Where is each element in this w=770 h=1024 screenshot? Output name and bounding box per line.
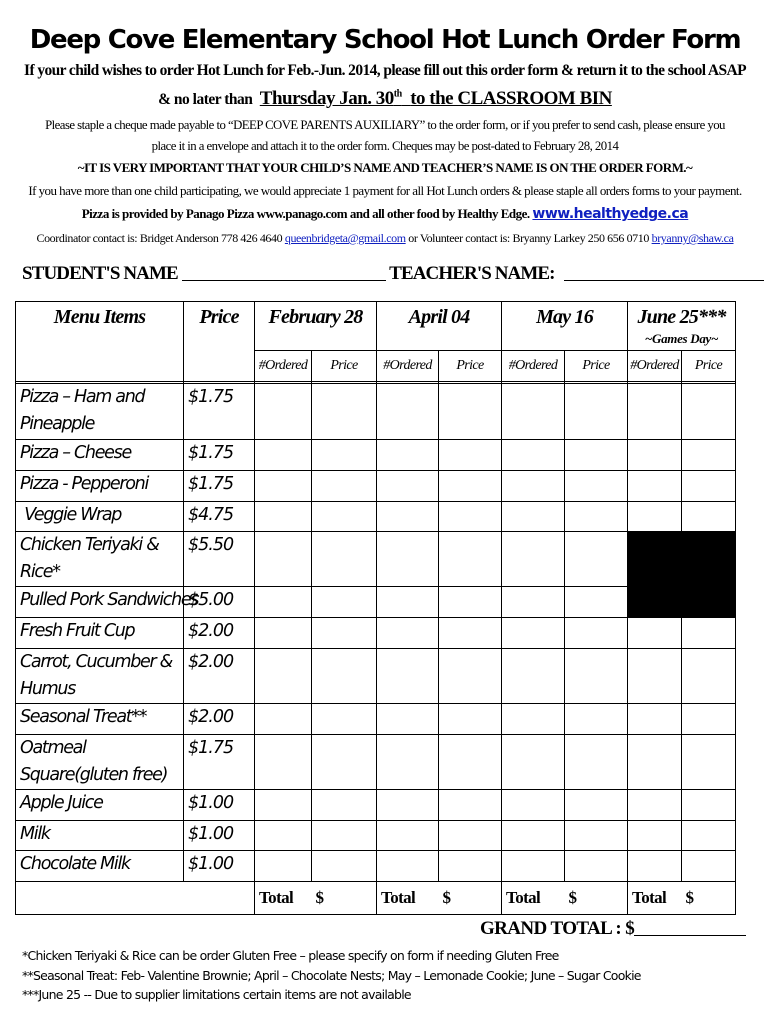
grand-total-label: GRAND TOTAL : $: [480, 918, 635, 939]
price-subheader: Price: [312, 351, 377, 382]
ordered-input[interactable]: [255, 851, 312, 882]
menu-item-price: $2.00: [184, 618, 255, 649]
ordered-input[interactable]: [628, 821, 682, 851]
footnote: *Chicken Teriyaki & Rice can be order Gluten Free – please specify on form if needing Gluten Free: [22, 948, 559, 963]
ordered-input[interactable]: [255, 440, 312, 471]
footnote: **Seasonal Treat: Feb- Valentine Brownie; April – Chocolate Nests; May – Lemonade Cookie; June – Sugar Cookie: [22, 967, 641, 983]
menu-item-price: $1.00: [184, 790, 255, 821]
price-input[interactable]: [439, 587, 502, 618]
coordinator-contact: Coordinator contact is: Bridget Anderson 778 426 4640: [36, 231, 283, 245]
ordered-input[interactable]: [628, 649, 682, 704]
price-subheader: Price: [682, 351, 736, 382]
intro-line-4: place it in a envelope and attach it to the order form. Cheques may be post-dated to February 28, 2014: [151, 139, 619, 153]
ordered-input[interactable]: [502, 471, 565, 502]
menu-item-name: Oatmeal Square(gluten free): [16, 735, 184, 790]
ordered-input[interactable]: [502, 704, 565, 735]
deadline-date-text: Thursday Jan. 30: [259, 88, 394, 109]
ordered-input[interactable]: [502, 440, 565, 471]
deadline-prefix: & no later than: [158, 91, 253, 108]
price-input[interactable]: [682, 502, 736, 532]
date-header-june: [628, 302, 736, 351]
ordered-input[interactable]: [255, 735, 312, 790]
ordered-input[interactable]: [255, 502, 312, 532]
ordered-input[interactable]: [628, 502, 682, 532]
total-amount-field[interactable]: $: [565, 882, 628, 915]
price-input[interactable]: [312, 821, 377, 851]
menu-item-name: Chocolate Milk: [16, 851, 184, 882]
price-subheader: Price: [565, 351, 628, 382]
price-input[interactable]: [439, 851, 502, 882]
ordered-input[interactable]: [502, 790, 565, 821]
ordered-input[interactable]: [255, 532, 312, 587]
ordered-input[interactable]: [628, 735, 682, 790]
ordered-input[interactable]: [255, 649, 312, 704]
price-input[interactable]: [682, 649, 736, 704]
ordered-input[interactable]: [377, 384, 439, 440]
total-label: Total: [377, 882, 439, 915]
ordered-input[interactable]: [377, 790, 439, 821]
ordered-input[interactable]: [255, 471, 312, 502]
menu-item-price: $1.75: [184, 384, 255, 440]
price-input[interactable]: [312, 618, 377, 649]
menu-item-name: Pizza – Cheese: [16, 440, 184, 471]
deadline-date: [260, 88, 612, 109]
table-row: [16, 851, 736, 882]
ordered-input[interactable]: [377, 649, 439, 704]
price-input[interactable]: [565, 587, 628, 618]
june-date: June 25***: [637, 306, 726, 328]
ordered-input[interactable]: [502, 821, 565, 851]
ordered-input[interactable]: [377, 587, 439, 618]
menu-item-name: Pizza - Pepperoni: [16, 471, 184, 502]
ordered-input[interactable]: [502, 502, 565, 532]
total-amount-field[interactable]: $: [439, 882, 502, 915]
grand-total: [480, 918, 746, 940]
ordered-input[interactable]: [628, 471, 682, 502]
ordered-input[interactable]: [628, 790, 682, 821]
price-input[interactable]: [682, 440, 736, 471]
price-input[interactable]: [439, 384, 502, 440]
ordered-input[interactable]: [628, 851, 682, 882]
ordered-input[interactable]: [255, 821, 312, 851]
date-header: February 28: [255, 302, 377, 351]
price-input[interactable]: [682, 618, 736, 649]
table-row: [16, 502, 736, 532]
price-input[interactable]: [439, 704, 502, 735]
menu-item-name: Chicken Teriyaki & Rice*: [16, 532, 184, 587]
ordered-input[interactable]: [255, 384, 312, 440]
table-row: [16, 735, 736, 790]
deadline-date-sup: th: [393, 88, 402, 100]
table-row: [16, 440, 736, 471]
totals-spacer: [184, 882, 255, 915]
ordered-input[interactable]: [255, 587, 312, 618]
price-input[interactable]: [565, 618, 628, 649]
price-input[interactable]: [312, 649, 377, 704]
menu-item-name: Veggie Wrap: [16, 502, 184, 532]
price-input[interactable]: [439, 618, 502, 649]
price-input[interactable]: [565, 790, 628, 821]
ordered-input[interactable]: [255, 790, 312, 821]
price-input[interactable]: [565, 502, 628, 532]
date-header: April 04: [377, 302, 502, 351]
intro-deadline: [0, 88, 770, 110]
price-input[interactable]: [312, 790, 377, 821]
menu-item-price: $1.00: [184, 821, 255, 851]
menu-item-price: $1.75: [184, 735, 255, 790]
menu-item-price: $1.75: [184, 471, 255, 502]
table-row: [16, 704, 736, 735]
unavailable-block: [628, 532, 736, 618]
price-input[interactable]: [565, 440, 628, 471]
price-input[interactable]: [565, 649, 628, 704]
menu-item-price: $4.75: [184, 502, 255, 532]
menu-item-name: Pizza – Ham and Pineapple: [16, 384, 184, 440]
price-input[interactable]: [439, 735, 502, 790]
ordered-input[interactable]: [377, 704, 439, 735]
ordered-input[interactable]: [377, 851, 439, 882]
ordered-input[interactable]: [377, 471, 439, 502]
ordered-input[interactable]: [502, 649, 565, 704]
price-input[interactable]: [565, 471, 628, 502]
price-input[interactable]: [682, 735, 736, 790]
price-input[interactable]: [565, 384, 628, 440]
table-row: [16, 821, 736, 851]
ordered-input[interactable]: [377, 440, 439, 471]
price-input[interactable]: [439, 440, 502, 471]
teacher-name-field[interactable]: [564, 262, 764, 281]
volunteer-email-link[interactable]: bryanny@shaw.ca: [651, 231, 734, 245]
table-row: [16, 471, 736, 502]
table-row: [16, 618, 736, 649]
ordered-input[interactable]: [502, 851, 565, 882]
price-input[interactable]: [312, 384, 377, 440]
menu-item-name: Carrot, Cucumber & Humus: [16, 649, 184, 704]
total-amount-field[interactable]: $: [682, 882, 736, 915]
menu-item-name: Milk: [16, 821, 184, 851]
price-header: [184, 302, 255, 382]
provider-text: Pizza is provided by Panago Pizza www.panago.com and all other food by Healthy Edge.: [81, 206, 530, 221]
ordered-input[interactable]: [628, 704, 682, 735]
price-input[interactable]: [312, 471, 377, 502]
grand-total-field[interactable]: [634, 919, 746, 936]
intro-line-3: Please staple a cheque made payable to “DEEP COVE PARENTS AUXILIARY” to the order form, or if you prefer to send cash, please ensure you: [45, 118, 725, 132]
footnotes: [22, 946, 641, 1005]
ordered-input[interactable]: [502, 735, 565, 790]
intro-line-6: If you have more than one child participating, we would appreciate 1 payment for all Hot Lunch orders & please staple all orders forms to your payment.: [28, 183, 742, 198]
ordered-input[interactable]: [377, 502, 439, 532]
teacher-name-label: TEACHER'S NAME:: [389, 263, 555, 284]
table-row: [16, 532, 736, 587]
table-row: [16, 790, 736, 821]
price-input[interactable]: [439, 471, 502, 502]
menu-item-price: $5.00: [184, 587, 255, 618]
price-input[interactable]: [312, 532, 377, 587]
ordered-input[interactable]: [628, 618, 682, 649]
ordered-input[interactable]: [628, 440, 682, 471]
contact-line: [0, 231, 770, 246]
price-input[interactable]: [682, 384, 736, 440]
intro-line-1: If your child wishes to order Hot Lunch for Feb.-Jun. 2014, please fill out this order form & return it to the school ASAP: [24, 62, 746, 79]
menu-item-price: $5.50: [184, 532, 255, 587]
menu-item-name: Seasonal Treat**: [16, 704, 184, 735]
student-name-label: STUDENT'S NAME: [22, 263, 178, 284]
total-label: Total: [628, 882, 682, 915]
coordinator-email-link[interactable]: queenbridgeta@gmail.com: [284, 231, 406, 245]
ordered-input[interactable]: [502, 587, 565, 618]
menu-item-name: Apple Juice: [16, 790, 184, 821]
totals-row: [16, 882, 736, 915]
ordered-subheader: #Ordered: [502, 351, 565, 382]
price-input[interactable]: [312, 440, 377, 471]
price-subheader: Price: [439, 351, 502, 382]
date-header: May 16: [502, 302, 628, 351]
menu-items-header-text: Menu Items: [53, 306, 146, 328]
price-input[interactable]: [439, 821, 502, 851]
ordered-input[interactable]: [377, 532, 439, 587]
price-input[interactable]: [565, 532, 628, 587]
total-label: Total: [502, 882, 565, 915]
ordered-input[interactable]: [377, 821, 439, 851]
price-input[interactable]: [439, 502, 502, 532]
header-row: [16, 302, 736, 351]
price-header-text: Price: [199, 306, 239, 328]
price-input[interactable]: [312, 851, 377, 882]
total-label: Total: [255, 882, 312, 915]
ordered-input[interactable]: [377, 735, 439, 790]
table-row: [16, 587, 736, 618]
price-input[interactable]: [682, 704, 736, 735]
price-input[interactable]: [439, 649, 502, 704]
price-input[interactable]: [439, 790, 502, 821]
ordered-input[interactable]: [255, 704, 312, 735]
price-input[interactable]: [312, 704, 377, 735]
games-day-note: ~Games Day~: [644, 331, 719, 346]
menu-item-price: $1.00: [184, 851, 255, 882]
ordered-subheader: #Ordered: [377, 351, 439, 382]
price-input[interactable]: [312, 502, 377, 532]
ordered-subheader: #Ordered: [255, 351, 312, 382]
deadline-suffix: to the CLASSROOM BIN: [410, 88, 612, 109]
ordered-input[interactable]: [377, 618, 439, 649]
price-input[interactable]: [682, 790, 736, 821]
name-fields: [22, 262, 762, 285]
ordered-input[interactable]: [502, 618, 565, 649]
menu-item-price: $2.00: [184, 649, 255, 704]
order-table: [15, 301, 736, 915]
healthyedge-link[interactable]: www.healthyedge.ca: [532, 206, 689, 222]
form-title: Deep Cove Elementary School Hot Lunch Order Form: [29, 25, 741, 55]
ordered-input[interactable]: [502, 532, 565, 587]
volunteer-contact: or Volunteer contact is: Bryanny Larkey 250 656 0710: [408, 231, 649, 245]
total-amount-field[interactable]: $: [312, 882, 377, 915]
important-notice: ~IT IS VERY IMPORTANT THAT YOUR CHILD’S NAME AND TEACHER’S NAME IS ON THE ORDER FORM.~: [77, 160, 693, 175]
menu-item-name: Fresh Fruit Cup: [16, 618, 184, 649]
menu-item-price: $1.75: [184, 440, 255, 471]
provider-line: [0, 206, 770, 222]
price-input[interactable]: [312, 587, 377, 618]
price-input[interactable]: [682, 821, 736, 851]
price-input[interactable]: [682, 471, 736, 502]
table-row: [16, 384, 736, 440]
ordered-input[interactable]: [628, 384, 682, 440]
price-input[interactable]: [565, 821, 628, 851]
table-row: [16, 649, 736, 704]
menu-item-name: Pulled Pork Sandwiches: [16, 587, 184, 618]
student-name-field[interactable]: [182, 262, 386, 281]
ordered-input[interactable]: [502, 384, 565, 440]
price-input[interactable]: [439, 532, 502, 587]
price-input[interactable]: [565, 704, 628, 735]
ordered-input[interactable]: [255, 618, 312, 649]
price-input[interactable]: [312, 735, 377, 790]
ordered-subheader: #Ordered: [628, 351, 682, 382]
menu-item-price: $2.00: [184, 704, 255, 735]
price-input[interactable]: [682, 851, 736, 882]
price-input[interactable]: [565, 851, 628, 882]
menu-items-header: [16, 302, 184, 382]
price-input[interactable]: [565, 735, 628, 790]
totals-spacer: [16, 882, 184, 915]
footnote: ***June 25 -- Due to supplier limitations certain items are not available: [22, 987, 411, 1002]
